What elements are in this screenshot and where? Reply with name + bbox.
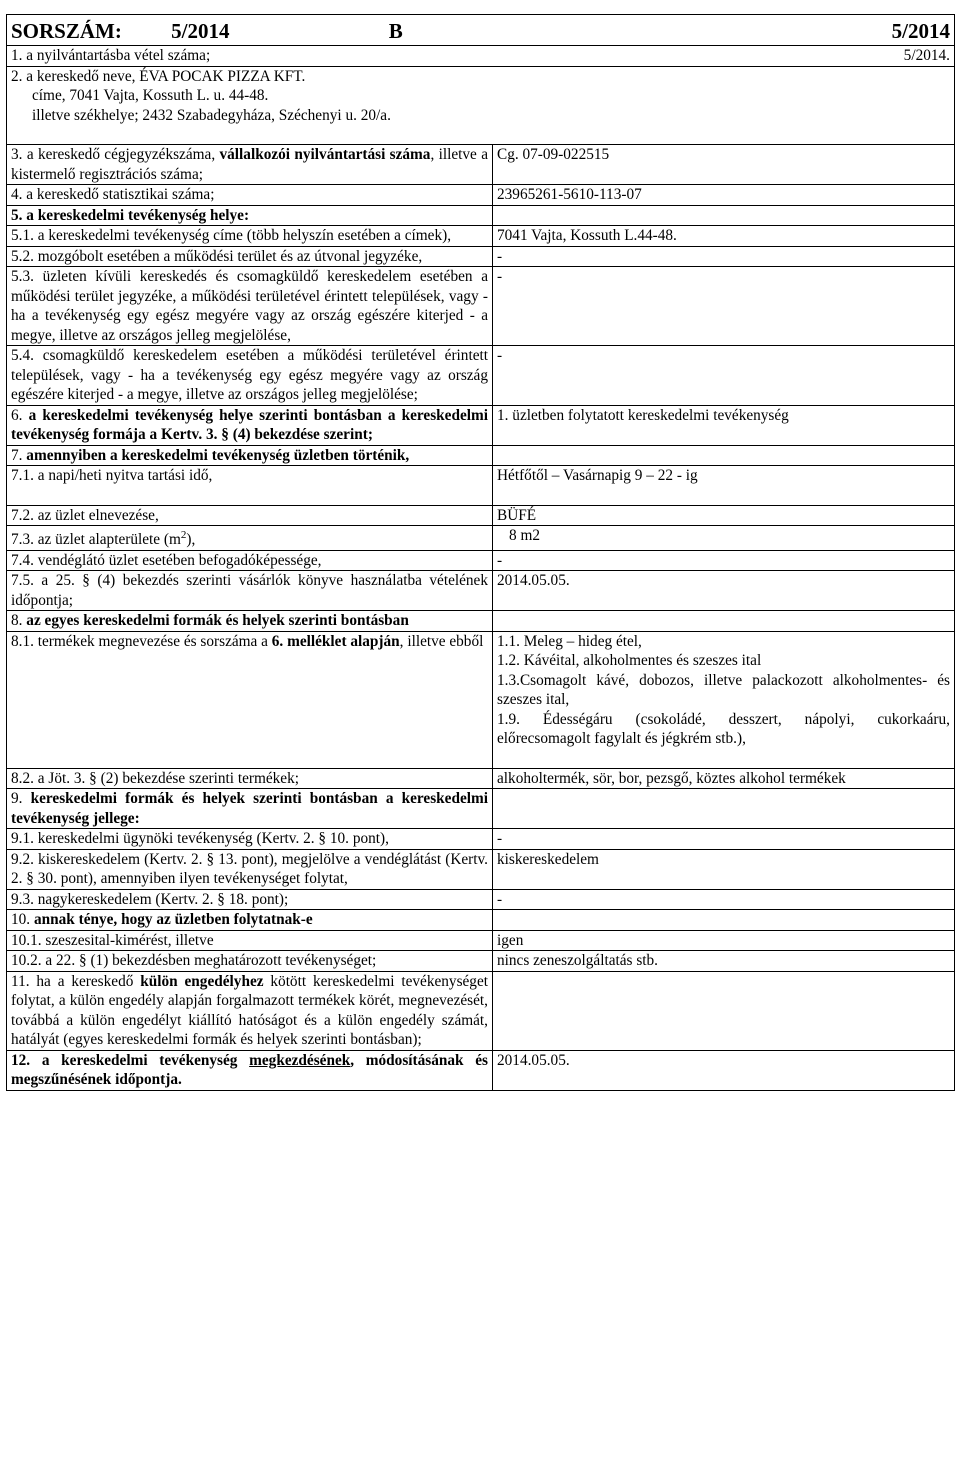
row-2 — [7, 66, 955, 145]
row-label: 5.1. a kereskedelmi tevékenység címe (több helyszín esetében a címek), — [7, 226, 493, 247]
row-number: 9. — [11, 790, 31, 807]
row-value: 2014.05.05. — [493, 571, 955, 611]
row-label: 9.1. kereskedelmi ügynöki tevékenység (Kertv. 2. § 10. pont), — [7, 829, 493, 850]
row-label: 1. a nyilvántartásba vétel száma; — [11, 47, 211, 64]
registry-document — [6, 14, 954, 1091]
row-7 — [7, 445, 955, 466]
row-9-1 — [7, 829, 955, 850]
row-label-tail: ), — [186, 531, 196, 548]
row-10 — [7, 910, 955, 931]
row-4 — [7, 185, 955, 206]
row-3 — [7, 145, 955, 185]
row-value: nincs zeneszolgáltatás stb. — [493, 951, 955, 972]
row-6 — [7, 405, 955, 445]
row-7-5 — [7, 571, 955, 611]
row-value: igen — [493, 930, 955, 951]
row-label-bold: kereskedelmi formák és helyek szerinti bontásban a kereskedelmi tevékenység jellege: — [11, 790, 489, 827]
row-5-2 — [7, 246, 955, 267]
row-value: - — [493, 346, 955, 406]
row-label: 9.2. kiskereskedelem (Kertv. 2. § 13. pont), megjelölve a vendéglátást (Kertv. 2. § 30. pont), amennyiben ilyen tevékenységet folytat, — [7, 849, 493, 889]
row-value: - — [493, 889, 955, 910]
trader-seat-line: illetve székhelye; 2432 Szabadegyháza, Széchenyi u. 20/a. — [32, 106, 391, 124]
row-value: kiskereskedelem — [493, 849, 955, 889]
header-row — [7, 15, 955, 46]
row-label-bold: annak ténye, hogy az üzletben folytatnak-e — [33, 911, 313, 928]
row-label-bold: külön engedélyhez — [140, 972, 264, 990]
row-value: - — [493, 550, 955, 571]
row-number: 12. — [11, 1051, 42, 1069]
row-label: 5.3. üzleten kívüli kereskedés és csomagküldő kereskedelem esetében a működési terület jegyzéke, a működési területével érintett települések, vagy - ha a tevékenység egy egész megyére vagy az ország egészére kiterjed - a megye, illetve az országos jelleg megjelölése, — [7, 267, 493, 346]
row-label-bold: vállalkozói nyilvántartási száma — [219, 146, 431, 163]
row-label: 7.2. az üzlet elnevezése, — [7, 505, 493, 526]
row-9-3 — [7, 889, 955, 910]
row-label-underlined: megkezdésének — [249, 1051, 351, 1069]
row-label: 11. ha a kereskedő — [11, 972, 141, 990]
row-number: 8. — [11, 612, 27, 629]
registry-table — [6, 14, 955, 1091]
row-label: 10.2. a 22. § (1) bekezdésben meghatározott tevékenységet; — [7, 951, 493, 972]
row-label: 10.1. szeszesital-kimérést, illetve — [7, 930, 493, 951]
row-10-2 — [7, 951, 955, 972]
row-label: 7.3. az üzlet alapterülete (m — [11, 531, 181, 548]
row-value: alkoholtermék, sör, bor, pezsgő, köztes alkohol termékek — [493, 768, 955, 789]
row-11 — [7, 971, 955, 1050]
row-value: 5/2014. — [903, 47, 950, 64]
row-label-sup: 2 — [180, 528, 187, 541]
row-8-2 — [7, 768, 955, 789]
row-label: 5. a kereskedelmi tevékenység helye: — [7, 205, 493, 226]
header-series: B — [388, 19, 403, 43]
row-label-tail: , módosításának és megszűnésének időpontja. — [11, 1051, 488, 1088]
row-value: 23965261-5610-113-07 — [493, 185, 955, 206]
row-label: 8.1. termékek megnevezése és sorszáma a — [11, 632, 272, 650]
product-item: 1.2. Kávéital, alkoholmentes és szeszes ital — [497, 652, 762, 669]
row-label: 8.2. a Jöt. 3. § (2) bekezdése szerinti termékek; — [7, 768, 493, 789]
row-9-2 — [7, 849, 955, 889]
row-7-4 — [7, 550, 955, 571]
product-item: 1.3.Csomagolt kávé, dobozos, illetve palackozott alkoholmentes- és szeszes ital, — [497, 671, 950, 708]
trader-name-line: 2. a kereskedő neve, ÉVA POCAK PIZZA KFT. — [11, 67, 306, 85]
row-label: 5.4. csomagküldő kereskedelem esetében a működési területével érintett települések, vagy - ha a tevékenység egy egész megyére vagy az ország egészére kiterjed - a megye, illetve az országos jelleg megjelölése; — [7, 346, 493, 406]
row-9 — [7, 789, 955, 829]
row-label-bold: 6. melléklet alapján — [271, 632, 400, 650]
row-label: 3. a kereskedő cégjegyzékszáma, — [11, 146, 220, 163]
row-value: - — [493, 829, 955, 850]
row-label-tail: kötött kereskedelmi tevékenységet folytat, a külön engedély alapján forgalmazott termékek körét, megnevezését, továbbá a külön engedélyt kiállító hatóságot és a külön engedély számát, hatályát (egyes kereskedelmi formák és helyek szerinti bontásban); — [11, 972, 488, 1048]
row-7-2 — [7, 505, 955, 526]
row-value: 8 m2 — [493, 526, 955, 551]
row-12 — [7, 1050, 955, 1090]
row-label: 7.1. a napi/heti nyitva tartási idő, — [11, 467, 213, 484]
row-value: 7041 Vajta, Kossuth L.44-48. — [493, 226, 955, 247]
row-number: 10. — [11, 911, 34, 928]
header-cell — [7, 15, 955, 46]
row-1 — [7, 46, 955, 67]
row-label: 4. a kereskedő statisztikai száma; — [7, 185, 493, 206]
row-5-3 — [7, 267, 955, 346]
row-number: 6. — [11, 406, 29, 424]
row-label-bold: a kereskedelmi tevékenység helye szerinti bontásban a kereskedelmi tevékenység formája a Kertv. 3. § (4) bekezdése szerint; — [11, 406, 488, 443]
row-10-1 — [7, 930, 955, 951]
row-5-1 — [7, 226, 955, 247]
row-label: 5.2. mozgóbolt esetében a működési terület és az útvonal jegyzéke, — [7, 246, 493, 267]
row-value: Hétfőtől – Vasárnapig 9 – 22 - ig — [493, 466, 955, 506]
row-value: 1. üzletben folytatott kereskedelmi tevékenység — [493, 405, 955, 445]
row-7-1 — [7, 466, 955, 506]
row-label-bold: amennyiben a kereskedelmi tevékenység üzletben történik, — [26, 446, 410, 464]
row-label-bold: az egyes kereskedelmi formák és helyek szerinti bontásban — [26, 612, 409, 629]
row-8 — [7, 611, 955, 632]
trader-address-line: címe, 7041 Vajta, Kossuth L. u. 44-48. — [32, 87, 269, 104]
row-value: BÜFÉ — [493, 505, 955, 526]
header-number-right: 5/2014 — [891, 19, 950, 43]
row-7-3 — [7, 526, 955, 551]
row-label: 9.3. nagykereskedelem (Kertv. 2. § 18. pont); — [7, 889, 493, 910]
row-label-bold: a kereskedelmi tevékenység — [41, 1051, 250, 1069]
row-label-tail: , illetve ebből — [399, 632, 484, 650]
header-number: 5/2014 — [171, 19, 230, 43]
row-label-tail: , illetve a kistermelő regisztrációs száma; — [11, 146, 488, 183]
product-item: 1.9. Édességáru (csokoládé, desszert, nápolyi, cukorkaáru, előrecsomagolt fagylalt és jégkrém stb.), — [497, 710, 950, 747]
row-5 — [7, 205, 955, 226]
row-label: 7.5. a 25. § (4) bekezdés szerinti vásárlók könyve használatba vételének időpontja; — [7, 571, 493, 611]
row-value: - — [493, 246, 955, 267]
row-value: - — [493, 267, 955, 346]
header-label: SORSZÁM: — [11, 19, 122, 43]
row-value: Cg. 07-09-022515 — [493, 145, 955, 185]
row-label: 7.4. vendéglátó üzlet esetében befogadóképessége, — [7, 550, 493, 571]
row-value: 2014.05.05. — [493, 1050, 955, 1090]
row-number: 7. — [11, 446, 27, 464]
row-8-1 — [7, 631, 955, 768]
product-item: 1.1. Meleg – hideg étel, — [497, 632, 642, 650]
row-5-4 — [7, 346, 955, 406]
